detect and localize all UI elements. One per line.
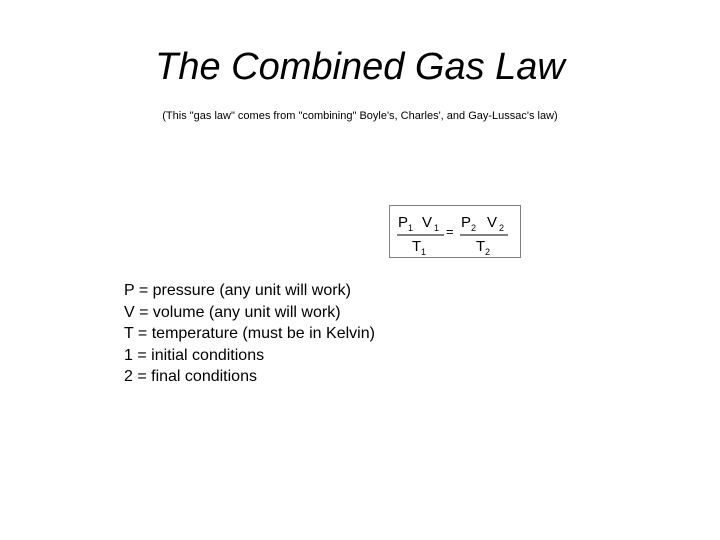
formula-graphic [390, 206, 522, 259]
slide-title: The Combined Gas Law [155, 46, 565, 88]
variable-definitions-list [124, 280, 375, 388]
definition-pressure: P = pressure (any unit will work) [124, 282, 351, 299]
lhs-numerator [398, 214, 439, 233]
lhs-v-subscript: 1 [434, 223, 440, 233]
lhs-denominator [412, 238, 426, 257]
rhs-v-subscript: 2 [499, 223, 505, 233]
lhs-v-symbol: V [422, 214, 433, 231]
definition-volume: V = volume (any unit will work) [124, 303, 341, 321]
lhs-p-subscript: 1 [408, 223, 414, 233]
slide-subtitle: (This "gas law" comes from "combining" Boyle's, Charles', and Gay-Lussac's law) [162, 110, 558, 122]
definition-temperature: T = temperature (must be in Kelvin) [124, 325, 375, 342]
definition-initial-conditions: 1 = initial conditions [124, 346, 265, 364]
rhs-t-symbol: T [476, 238, 486, 255]
equals-sign: = [446, 224, 454, 239]
lhs-t-subscript: 1 [421, 247, 427, 257]
rhs-p-subscript: 2 [471, 223, 477, 233]
combined-gas-law-formula [389, 205, 521, 258]
lhs-p-symbol: P [398, 214, 409, 231]
rhs-t-subscript: 2 [485, 247, 491, 257]
rhs-p-symbol: P [461, 214, 472, 231]
rhs-numerator [461, 214, 504, 233]
rhs-v-symbol: V [487, 214, 498, 231]
definition-final-conditions: 2 = final conditions [124, 368, 257, 385]
lhs-t-symbol: T [412, 238, 422, 255]
rhs-denominator [476, 238, 490, 257]
